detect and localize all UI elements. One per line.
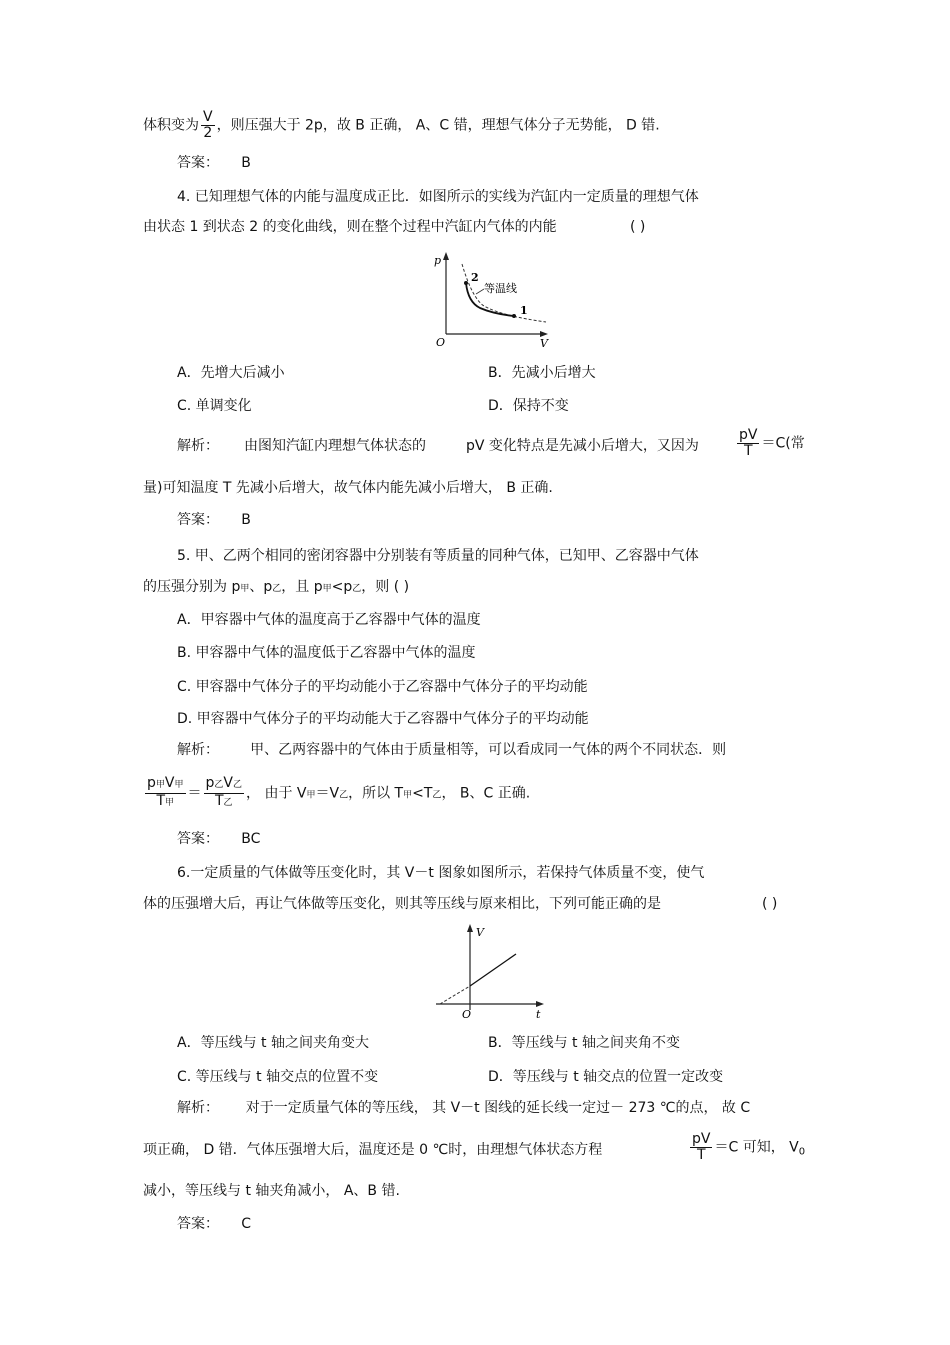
q6-analysis-3: 减小，等压线与 t 轴夹角减小， A、B 错. — [143, 1183, 400, 1199]
q5-option-d: D. 甲容器中气体分子的平均动能大于乙容器中气体分子的平均动能 — [177, 711, 589, 727]
q4-y-axis-label: p — [434, 254, 442, 267]
q4-point-2 — [464, 281, 468, 285]
q5-stem-line2: 的压强分别为 p甲、p乙，且 p甲<p乙，则 ( ) — [143, 579, 410, 595]
q4-option-c: C. 单调变化 — [177, 398, 252, 414]
q5-analysis-line1: 解析： 甲、乙两容器中的气体由于质量相等，可以看成同一气体的两个不同状态．则 — [177, 742, 727, 758]
q6-isobar-line — [470, 954, 516, 986]
q6-analysis-line1: 解析： 对于一定质量气体的等压线， 其 V－t 图线的延长线一定过－ 273 ℃的点， 故 C — [177, 1100, 751, 1116]
q4-analysis-1b: pV 变化特点是先减小后增大，又因为 — [466, 438, 699, 454]
q3-answer: 答案： B — [177, 155, 251, 171]
q4-pv-diagram — [420, 250, 560, 350]
q6-analysis-fraction: $\frac{pV}{T}$ ＝C 可知， $V_0$ — [692, 1131, 806, 1163]
q5-fraction-jia: $\frac{\text{p甲V甲}}{\text{T甲}}$ — [147, 775, 184, 809]
q4-point-1-label: 1 — [520, 304, 528, 317]
q6-stem-line2: 体的压强增大后，再让气体做等压变化，则其等压线与原来相比，下列可能正确的是 — [143, 896, 661, 912]
q4-origin-label: O — [436, 336, 446, 349]
q4-option-b: B．先减小后增大 — [488, 365, 596, 381]
q3-text-pre: 体积变为 — [143, 117, 199, 134]
q4-option-d: D．保持不变 — [488, 398, 569, 414]
q5-option-a: A．甲容器中气体的温度高于乙容器中气体的温度 — [177, 612, 481, 628]
q6-option-d: D．等压线与 t 轴交点的位置一定改变 — [488, 1069, 724, 1085]
q5-answer: 答案： BC — [177, 831, 261, 847]
q6-answer: 答案： C — [177, 1216, 252, 1232]
q6-x-axis-label: t — [536, 1008, 541, 1021]
q6-origin-label: O — [462, 1008, 472, 1021]
q4-point-2-label: 2 — [471, 271, 479, 284]
q4-stem-line1: 4. 已知理想气体的内能与温度成正比．如图所示的实线为汽缸内一定质量的理想气体 — [177, 189, 699, 205]
q6-analysis-2a: 项正确， D 错．气体压强增大后，温度还是 0 ℃时，由理想气体状态方程 — [143, 1142, 603, 1158]
q4-analysis-label: 解析： — [177, 438, 219, 454]
q4-answer: 答案： B — [177, 512, 251, 528]
q5-stem-line1: 5. 甲、乙两个相同的密闭容器中分别装有等质量的同种气体，已知甲、乙容器中气体 — [177, 548, 699, 564]
q3-fraction: $\frac{V}{2}$ — [203, 109, 213, 141]
q5-option-b: B. 甲容器中气体的温度低于乙容器中气体的温度 — [177, 645, 476, 661]
q6-option-b: B．等压线与 t 轴之间夹角不变 — [488, 1035, 680, 1051]
q3-text-post: ，则压强大于 2p，故 B 正确， A、C 错，理想气体分子无势能， D 错. — [216, 117, 660, 134]
q5-option-c: C. 甲容器中气体分子的平均动能小于乙容器中气体分子的平均动能 — [177, 679, 588, 695]
q5-equation-line: $\frac{\text{p甲V甲}}{\text{T甲}}$ ＝ $\frac{\text{p乙V乙}}{\text{T乙}}$ ， 由于 V甲＝V乙，所以 T甲<T乙， B、C 正确. — [147, 775, 531, 809]
q6-y-axis-label: V — [476, 926, 484, 939]
q6-answer-paren: ( ) — [762, 896, 778, 912]
q5-fraction-yi: $\frac{\text{p乙V乙}}{\text{T乙}}$ — [205, 775, 242, 809]
q6-vt-diagram — [432, 922, 562, 1022]
q4-x-axis-label: V — [540, 337, 548, 350]
q4-analysis-fraction: $\frac{pV}{T}$ ＝C(常 — [739, 427, 805, 459]
q6-option-c: C. 等压线与 t 轴交点的位置不变 — [177, 1069, 379, 1085]
q4-point-1 — [512, 314, 516, 318]
q4-analysis-2: 量)可知温度 T 先减小后增大，故气体内能先减小后增大， B 正确. — [143, 480, 553, 496]
q4-stem-line2: 由状态 1 到状态 2 的变化曲线，则在整个过程中汽缸内气体的内能 — [143, 219, 557, 235]
q4-option-a: A．先增大后减小 — [177, 365, 285, 381]
q6-isobar-extension — [440, 986, 470, 1004]
q6-option-a: A．等压线与 t 轴之间夹角变大 — [177, 1035, 369, 1051]
q4-isotherm-label: 等温线 — [484, 282, 517, 295]
q6-stem-line1: 6.一定质量的气体做等压变化时，其 V－t 图象如图所示，若保持气体质量不变，使气 — [177, 865, 705, 881]
q4-answer-paren: ( ) — [630, 219, 646, 235]
q4-analysis-1a: 由图知汽缸内理想气体状态的 — [244, 438, 426, 454]
q3-continuation — [143, 110, 660, 141]
